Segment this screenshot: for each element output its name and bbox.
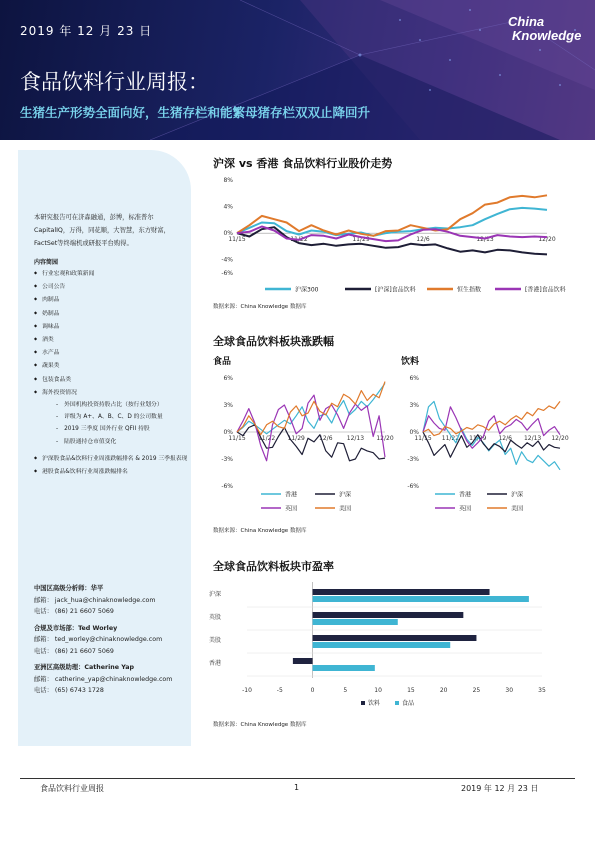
bar [313, 596, 529, 602]
bar [313, 612, 464, 618]
source-note: 数据来源：China Knowledge 数据库 [213, 722, 307, 728]
footer-date: 2019 年 12 月 23 日 [461, 784, 539, 793]
x-tick-label: 12/6 [319, 435, 333, 442]
toc-item[interactable]: ◆ 行业宏观和政策新闻 [34, 267, 189, 280]
bar [293, 658, 313, 664]
bar [313, 589, 490, 595]
y-tick-label: 6% [409, 375, 419, 382]
x-tick-label: 25 [472, 687, 481, 694]
table-of-contents [34, 267, 189, 478]
contact-phone: 电话： (65) 6743 1728 [34, 687, 104, 694]
y-tick-label: -6% [221, 270, 233, 277]
legend-swatch [361, 701, 365, 705]
legend-swatch [395, 701, 399, 705]
contact-heading: 中国区高级分析师：华平 [34, 585, 104, 592]
category-label: 香港 [209, 660, 222, 667]
toc-item[interactable]: - 评级为 A+、A、B、C、D 的公司数量 [34, 411, 189, 423]
source-note: 数据来源：China Knowledge 数据库 [213, 304, 307, 310]
y-tick-label: 0% [223, 230, 233, 238]
x-tick-label: 10 [374, 687, 382, 694]
legend-label: 香港 [285, 491, 298, 499]
x-tick-label: 11/29 [352, 236, 370, 244]
x-tick-label: 30 [505, 687, 514, 694]
y-tick-label: 6% [223, 375, 233, 382]
toc-item[interactable]: - 外国机构投资持股占比（按行业划分） [34, 399, 189, 411]
x-tick-label: 11/15 [228, 435, 246, 442]
legend-label: [沪深]食品饮料 [375, 286, 416, 294]
y-tick-label: 3% [223, 402, 233, 409]
series-line [237, 382, 385, 435]
toc-item[interactable]: ◆ 海外投资情况 [34, 386, 189, 399]
legend-label: 美国 [339, 505, 352, 513]
x-tick-label: 12/20 [551, 435, 569, 442]
x-tick-label: 11/22 [441, 435, 460, 442]
legend-label: 美国 [511, 505, 524, 513]
y-tick-label: -3% [221, 456, 233, 463]
contact-phone: 电话： (86) 21 6607 5069 [34, 608, 114, 615]
series-line [237, 425, 385, 461]
page-number: 1 [294, 783, 300, 792]
toc-item[interactable]: ◆ 调味品 [34, 320, 189, 333]
y-tick-label: -4% [221, 256, 233, 264]
china-knowledge-logo: China Knowledge [508, 14, 582, 43]
contact-phone: 电话： (86) 21 6607 5069 [34, 647, 114, 655]
x-tick-label: 12/13 [476, 236, 494, 244]
header-banner [0, 0, 595, 140]
section-title-pe-ratio: 全球食品饮料板块市盈率 [213, 560, 334, 573]
x-tick-label: 35 [538, 687, 546, 694]
legend-label: 沪深 [339, 491, 352, 499]
legend-label: 香港 [459, 491, 472, 499]
bar [313, 665, 375, 671]
legend-label: [香港]食品饮料 [525, 286, 566, 294]
x-tick-label: 12/20 [538, 236, 556, 244]
x-tick-label: -10 [242, 687, 252, 694]
category-label: 美股 [209, 637, 222, 644]
category-label: 英股 [209, 614, 222, 621]
legend-label: 饮料 [368, 700, 381, 707]
x-tick-label: 15 [407, 687, 415, 694]
x-tick-label: 5 [343, 687, 348, 694]
y-tick-label: -3% [407, 456, 419, 463]
x-tick-label: 20 [439, 687, 448, 694]
contact-heading: 亚洲区高级助理：Catherine Yap [34, 664, 134, 671]
contact-card [34, 662, 194, 697]
bar [313, 642, 451, 648]
x-tick-label: 12/20 [376, 435, 394, 442]
x-tick-label: 11/15 [414, 435, 432, 442]
report-subtitle: 生猪生产形势全面向好，生猪存栏和能繁母猪存栏双双止降回升 [20, 105, 371, 120]
toc-item[interactable]: ◆ 水产品 [34, 346, 189, 359]
pe-ratio-chart [205, 576, 570, 711]
toc-item[interactable]: ◆ 肉制品 [34, 293, 189, 306]
category-label: 沪深 [209, 591, 222, 598]
legend-label: 英国 [459, 505, 472, 513]
beverage-chart-title: 饮料 [401, 357, 420, 367]
y-tick-label: 4% [223, 203, 233, 211]
legend-label: 沪深 [511, 491, 524, 499]
toc-item[interactable]: - 陆股通持仓市值变化 [34, 436, 189, 448]
bar [313, 635, 477, 641]
x-tick-label: 11/15 [228, 236, 246, 244]
food-change-chart [205, 368, 395, 518]
x-tick-label: 0 [310, 687, 315, 694]
y-tick-label: -6% [221, 483, 233, 490]
x-tick-label: 12/6 [416, 236, 430, 244]
bar [313, 619, 398, 625]
toc-item[interactable]: ◆ 沪深股食品&饮料行业周涨跌幅排名 & 2019 三季报表现 [34, 452, 189, 465]
beverage-change-chart [395, 368, 573, 518]
x-tick-label: 11/29 [287, 435, 305, 442]
legend-label: 食品 [402, 700, 415, 707]
footer-report-name: 食品饮料行业周报 [40, 784, 104, 793]
y-tick-label: 3% [409, 402, 419, 409]
legend-label: 沪深300 [295, 286, 319, 294]
contact-email[interactable]: 邮箱： ted_worley@chinaknowledge.com [34, 636, 163, 643]
y-tick-label: -6% [407, 483, 419, 490]
price-trend-chart [205, 170, 570, 305]
contact-heading: 合规及市场部：Ted Worley [34, 624, 118, 632]
x-tick-label: 11/29 [469, 435, 487, 442]
legend-label: 英国 [285, 505, 298, 513]
toc-item[interactable]: ◆ 公司公告 [34, 280, 189, 293]
x-tick-label: 11/22 [257, 435, 276, 442]
y-tick-label: 0% [223, 429, 233, 436]
availability-note: 本研究报告可在济森融通，彭博，标准普尔CapitalIQ，万得，同花顺，大智慧，东方财富，FactSet等终端机或研报平台购得。 [34, 214, 170, 247]
x-tick-label: 11/22 [290, 236, 308, 244]
y-tick-label: 0% [409, 429, 419, 436]
toc-heading: 内容简园 [34, 259, 59, 266]
report-title: 食品饮料行业周报： [20, 70, 209, 94]
contact-card [34, 623, 194, 658]
toc-item[interactable]: - 2019 三季度 国外行业 QFII 持股 [34, 423, 189, 435]
report-date: 2019 年 12 月 23 日 [20, 24, 153, 38]
toc-item[interactable]: ◆ 港股食品&饮料行业周涨跌幅排名 [34, 465, 189, 478]
food-chart-title: 食品 [213, 357, 232, 367]
x-tick-label: 12/6 [498, 435, 512, 442]
footer-divider [20, 778, 575, 779]
source-note: 数据来源：China Knowledge 数据库 [213, 528, 307, 534]
toc-item[interactable]: ◆ 蔬果类 [34, 359, 189, 372]
contact-card [34, 583, 194, 618]
x-tick-label: -5 [276, 687, 283, 694]
contact-email[interactable]: 邮箱： jack_hua@chinaknowledge.com [34, 596, 156, 604]
toc-item[interactable]: ◆ 酒类 [34, 333, 189, 346]
y-tick-label: 8% [223, 177, 233, 184]
sidebar-panel [18, 150, 191, 746]
contact-email[interactable]: 邮箱： catherine_yap@chinaknowledge.com [34, 675, 173, 683]
toc-item[interactable]: ◆ 包装食品类 [34, 373, 189, 386]
contacts-block [34, 583, 194, 702]
section-title-global-change: 全球食品饮料板块涨跌幅 [213, 335, 334, 348]
legend-label: 恒生指数 [457, 286, 482, 294]
x-tick-label: 12/13 [346, 435, 365, 442]
section-title-price-trend: 沪深 vs 香港 食品饮料行业股价走势 [213, 157, 393, 170]
toc-item[interactable]: ◆ 奶制品 [34, 307, 189, 320]
x-tick-label: 12/13 [523, 435, 542, 442]
